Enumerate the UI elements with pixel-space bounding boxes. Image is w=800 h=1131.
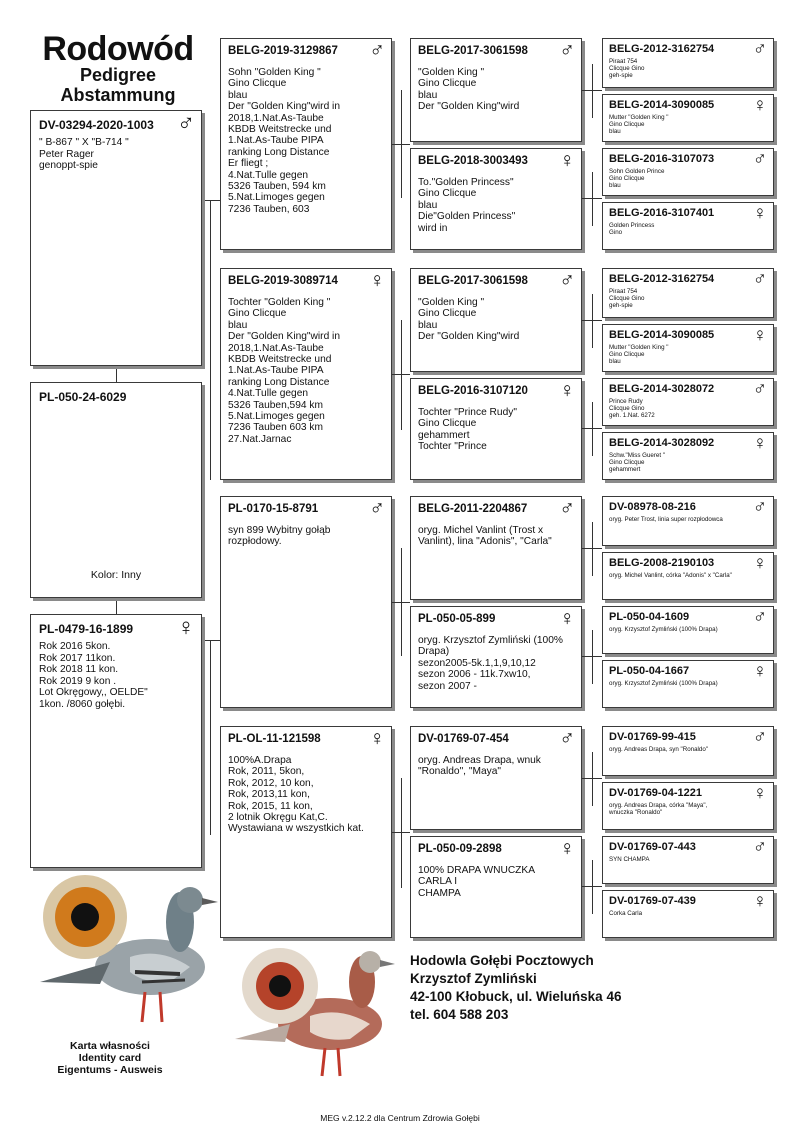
gen2-info: oryg. Michel Vanlint (Trost x Vanlint), lina "Adonis", "Carla" <box>418 525 552 548</box>
gen1-ring: PL-OL-11-121598 <box>228 733 321 745</box>
male-icon: ♂ <box>559 497 575 520</box>
gen1-ring: BELG-2019-3089714 <box>228 275 338 287</box>
gen3-info: Corka Carla <box>609 910 643 917</box>
female-icon: ♀ <box>752 95 767 116</box>
male-icon: ♂ <box>752 837 767 858</box>
gen1-info: Sohn "Golden King " Gino Clicque blau Der "Golden King"wird in 2018,1.Nat.As-Taube KBDB Weitstrecke und 1.Nat.As-Taube PIPA ranking Long Distance Er fliegt ; 4.Nat.Tulle gegen 5326 Tauben, 594 km 5.Nat.Limoges gegen 7236 Tauben, 603 <box>228 67 340 215</box>
gen1-ring: PL-0170-15-8791 <box>228 503 319 515</box>
gen2-info: Tochter "Prince Rudy" Gino Clicque gehammert Tochter "Prince <box>418 407 517 453</box>
gen2-card <box>410 606 582 708</box>
gen3-ring: BELG-2014-3028092 <box>609 437 715 449</box>
gen3-info: Mutter "Golden King " Gino Clicque blau <box>609 114 669 135</box>
gen3-ring: DV-08978-08-216 <box>609 501 696 513</box>
male-icon: ♂ <box>752 269 767 290</box>
female-icon: ♀ <box>559 379 575 402</box>
female-icon: ♀ <box>559 837 575 860</box>
software-footer: MEG v.2.12.2 dla Centrum Zdrowia Gołębi <box>320 1113 480 1123</box>
female-icon: ♀ <box>369 727 385 750</box>
gen3-info: Schw."Miss Gueret " Gino Clicque gehammert <box>609 452 665 473</box>
gen2-ring: BELG-2018-3003493 <box>418 155 528 167</box>
gen3-card <box>602 660 774 708</box>
female-icon: ♀ <box>752 325 767 346</box>
gen1-info: 100%A.Drapa Rok, 2011, 5kon, Rok, 2012, 10 kon, Rok, 2013,11 kon, Rok, 2015, 11 kon, 2 lotnik Okręgu Kat,C. Wystawiana w wszystkich kat. <box>228 755 364 835</box>
female-icon: ♀ <box>369 269 385 292</box>
gen3-ring: BELG-2012-3162754 <box>609 273 715 285</box>
gen2-card <box>410 726 582 830</box>
male-icon: ♂ <box>752 149 767 170</box>
gen3-card <box>602 94 774 142</box>
gen2-card <box>410 836 582 938</box>
gen2-card <box>410 378 582 480</box>
male-icon: ♂ <box>752 607 767 628</box>
gen3-card <box>602 148 774 196</box>
female-icon: ♀ <box>177 614 195 641</box>
gen3-ring: DV-01769-04-1221 <box>609 787 702 799</box>
red-pigeon-image <box>230 944 400 1084</box>
gen2-info: oryg. Andreas Drapa, wnuk "Ronaldo", "Maya" <box>418 755 541 778</box>
male-icon: ♂ <box>559 269 575 292</box>
dam-ring: PL-0479-16-1899 <box>39 622 134 636</box>
female-icon: ♀ <box>752 783 767 804</box>
gen1-ring: BELG-2019-3129867 <box>228 45 338 57</box>
female-icon: ♀ <box>559 607 575 630</box>
gen3-ring: BELG-2012-3162754 <box>609 43 715 55</box>
gen3-info: oryg. Krzysztof Zymliński (100% Drapa) <box>609 680 718 687</box>
gen3-card <box>602 890 774 938</box>
gen3-ring: BELG-2014-3028072 <box>609 383 715 395</box>
male-icon: ♂ <box>369 39 385 62</box>
gen3-info: oryg. Andreas Drapa, córka "Maya", wnuczka "Ronaldo" <box>609 802 708 816</box>
male-icon: ♂ <box>369 497 385 520</box>
male-icon: ♂ <box>752 379 767 400</box>
gen3-ring: BELG-2016-3107401 <box>609 207 715 219</box>
gen2-ring: PL-050-09-2898 <box>418 843 502 855</box>
gen2-card <box>410 148 582 250</box>
gen2-ring: DV-01769-07-454 <box>418 733 509 745</box>
gen1-card-sire-2 <box>220 496 392 708</box>
gen2-info: "Golden King " Gino Clicque blau Der "Golden King"wird <box>418 297 520 343</box>
gen3-ring: PL-050-04-1667 <box>609 665 690 677</box>
main-bird-info: " B-867 " X "B-714 " Peter Rager genoppt-spie <box>39 137 129 172</box>
pedigree-subtitle-en: Pedigree <box>79 65 157 85</box>
gen1-info: syn 899 Wybitny gołąb rozpłodowy. <box>228 525 331 548</box>
breeder-info: Hodowla Gołębi Pocztowych Krzysztof Zymliński 42-100 Kłobuck, ul. Wieluńska 46 tel. 604 588 203 <box>410 953 622 1022</box>
gen3-ring: PL-050-04-1609 <box>609 611 690 623</box>
dam-card <box>30 614 202 868</box>
gen2-ring: PL-050-05-899 <box>418 613 496 625</box>
identity-card-label: Karta własności Identity card Eigentums - Ausweis <box>57 1040 163 1076</box>
main-bird-card <box>30 110 202 366</box>
gen3-ring: DV-01769-07-439 <box>609 895 696 907</box>
gen3-card <box>602 324 774 372</box>
gen3-info: Prince Rudy Clicque Gino geh. 1.Nat. 6272 <box>609 398 655 419</box>
gen3-ring: DV-01769-99-415 <box>609 731 696 743</box>
gen3-card <box>602 202 774 250</box>
female-icon: ♀ <box>752 553 767 574</box>
gen3-info: oryg. Peter Trost, linia super rozpłodowca <box>609 516 723 523</box>
gen2-info: To."Golden Princess" Gino Clicque blau Die"Golden Princess" wird in <box>418 177 516 234</box>
gen3-info: Piraat 754 Clicque Gino geh-spie <box>609 58 645 79</box>
gen2-card <box>410 38 582 142</box>
gen3-ring: BELG-2008-2190103 <box>609 557 715 569</box>
color-card <box>30 382 202 598</box>
gen3-card <box>602 552 774 600</box>
gen3-card <box>602 606 774 654</box>
gen1-info: Tochter "Golden King " Gino Clicque blau Der "Golden King"wird in 2018,1.Nat.As-Taube KBDB Weitstrecke und 1.Nat.As-Taube PIPA ranking Long Distance 4.Nat.Tulle gegen 5326 Tauben,594 km 5.Nat.Limoges gegen 7236 Tauben 603 km 27.Nat.Jarnac <box>228 297 340 445</box>
gen2-ring: BELG-2011-2204867 <box>418 503 528 515</box>
gen3-card <box>602 836 774 884</box>
female-icon: ♀ <box>752 891 767 912</box>
color-label: Kolor: Inny <box>90 569 142 581</box>
gen2-ring: BELG-2017-3061598 <box>418 45 528 57</box>
grey-pigeon-image <box>30 872 220 1037</box>
gen2-info: 100% DRAPA WNUCZKA CARLA I CHAMPA <box>418 865 535 899</box>
gen3-card <box>602 38 774 88</box>
male-icon: ♂ <box>177 110 195 137</box>
gen2-card <box>410 496 582 600</box>
gen3-info: Sohn Golden Prince Gino Clicque blau <box>609 168 665 189</box>
gen3-info: oryg. Krzysztof Zymliński (100% Drapa) <box>609 626 718 633</box>
gen3-ring: BELG-2014-3090085 <box>609 99 715 111</box>
pedigree-title: Rodowód <box>42 30 194 68</box>
male-icon: ♂ <box>752 39 767 60</box>
gen2-ring: BELG-2016-3107120 <box>418 385 528 397</box>
female-icon: ♀ <box>559 149 575 172</box>
gen3-card <box>602 432 774 480</box>
male-icon: ♂ <box>752 497 767 518</box>
gen3-ring: DV-01769-07-443 <box>609 841 696 853</box>
gen2-info: "Golden King " Gino Clicque blau Der "Golden King"wird <box>418 67 520 113</box>
gen3-card <box>602 496 774 546</box>
male-icon: ♂ <box>559 727 575 750</box>
gen3-card <box>602 378 774 426</box>
gen2-ring: BELG-2017-3061598 <box>418 275 528 287</box>
color-card-ring: PL-050-24-6029 <box>39 390 127 404</box>
gen3-info: Piraat 754 Clicque Gino geh-spie <box>609 288 645 309</box>
gen3-info: Mutter "Golden King " Gino Clicque blau <box>609 344 669 365</box>
gen3-info: Golden Princess Gino <box>609 222 655 236</box>
gen1-card-dam <box>220 268 392 480</box>
gen3-info: oryg. Michel Vanlint, córka "Adonis" x "Carla" <box>609 572 732 579</box>
gen2-info: oryg. Krzysztof Zymliński (100% Drapa) sezon2005-5k.1,1,9,10,12 sezon 2006 - 11k.7xw10, sezon 2007 - <box>418 635 563 692</box>
female-icon: ♀ <box>752 661 767 682</box>
gen3-ring: BELG-2014-3090085 <box>609 329 715 341</box>
gen3-card <box>602 782 774 830</box>
male-icon: ♂ <box>559 39 575 62</box>
gen1-card-dam-2 <box>220 726 392 938</box>
pedigree-subtitle-de: Abstammung <box>60 85 176 105</box>
gen1-card-sire <box>220 38 392 250</box>
gen3-card <box>602 726 774 776</box>
female-icon: ♀ <box>752 203 767 224</box>
gen3-info: oryg. Andreas Drapa, syn "Ronaldo" <box>609 746 708 753</box>
dam-info: Rok 2016 5kon. Rok 2017 11kon. Rok 2018 11 kon. Rok 2019 9 kon . Lot Okręgowy,, OELDE" 1kon. /8060 gołębi. <box>39 641 148 710</box>
gen3-ring: BELG-2016-3107073 <box>609 153 715 165</box>
gen3-info: SYN CHAMPA <box>609 856 650 863</box>
male-icon: ♂ <box>752 727 767 748</box>
main-bird-ring: DV-03294-2020-1003 <box>39 118 154 132</box>
female-icon: ♀ <box>752 433 767 454</box>
gen2-card <box>410 268 582 372</box>
gen3-card <box>602 268 774 318</box>
